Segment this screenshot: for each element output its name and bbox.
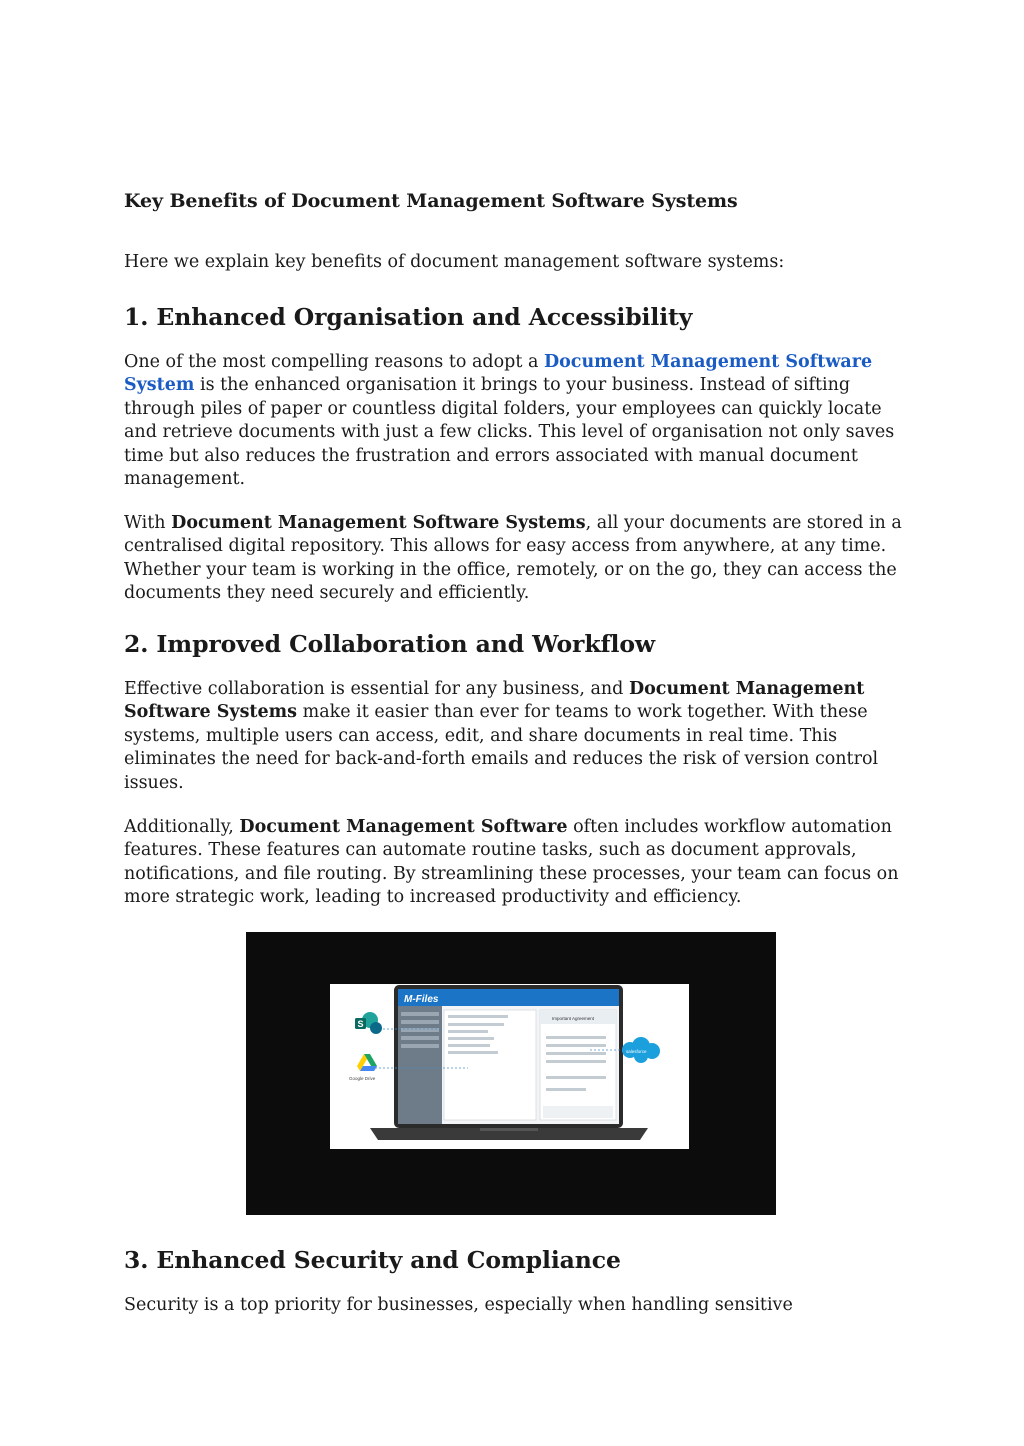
section-1-paragraph-1 bbox=[124, 351, 904, 491]
text-run: , all your documents are stored in a centralised digital repository. This allows for easy access from anywhere, at any time. Whether your team is working in the office, remotely, or on the go, they can access the documents they need securely and efficiently. bbox=[124, 513, 902, 604]
svg-text:salesforce: salesforce bbox=[626, 1049, 647, 1054]
google-drive-label: Google Drive bbox=[349, 1076, 376, 1081]
panel-title: Important Agreement bbox=[552, 1016, 595, 1021]
text-run: make it easier than ever for teams to work together. With these systems, multiple users can access, edit, and share documents in real time. This eliminates the need for back-and-forth emails and reduces the risk of version control issues. bbox=[124, 702, 879, 793]
app-name: M-Files bbox=[404, 994, 439, 1005]
section-3-heading: 3. Enhanced Security and Compliance bbox=[124, 1246, 621, 1274]
text-run: One of the most compelling reasons to adopt a bbox=[124, 352, 544, 372]
text-run: Additionally, bbox=[124, 817, 240, 837]
text-run: is the enhanced organisation it brings to your business. Instead of sifting through piles of paper or countless digital folders, your employees can quickly locate and retrieve documents with just a few clicks. This level of organisation not only saves time but also reduces the frustration and errors associated with manual document management. bbox=[124, 375, 895, 490]
svg-text:S: S bbox=[357, 1019, 364, 1029]
section-2-paragraph-2 bbox=[124, 816, 904, 910]
bold-term: Document Management Software Systems bbox=[124, 679, 865, 723]
dms-link[interactable]: Document Management Software System bbox=[124, 352, 873, 396]
text-run: With bbox=[124, 513, 172, 533]
bold-term: Document Management Software Systems bbox=[171, 513, 586, 533]
bold-term: Document Management Software bbox=[239, 817, 568, 837]
metadata-panel bbox=[540, 1010, 616, 1120]
mfiles-screenshot bbox=[330, 984, 689, 1149]
embedded-media[interactable] bbox=[246, 932, 776, 1215]
file-list bbox=[444, 1010, 536, 1120]
section-1-heading: 1. Enhanced Organisation and Accessibility bbox=[124, 303, 693, 331]
document-title: Key Benefits of Document Management Software Systems bbox=[124, 190, 738, 212]
salesforce-icon bbox=[622, 1037, 660, 1063]
text-run: often includes workflow automation features. These features can automate routine tasks, such as document approvals, notifications, and file routing. By streamlining these processes, your team can focus on more strategic work, leading to increased productivity and efficiency. bbox=[124, 817, 899, 908]
laptop-illustration bbox=[330, 984, 689, 1149]
intro-text: Here we explain key benefits of document management software systems: bbox=[124, 252, 785, 272]
section-2-heading: 2. Improved Collaboration and Workflow bbox=[124, 630, 656, 658]
section-2-paragraph-1 bbox=[124, 678, 904, 795]
section-3-paragraph-1: Security is a top priority for businesses, especially when handling sensitive bbox=[124, 1295, 793, 1315]
section-1-paragraph-2 bbox=[124, 512, 904, 606]
text-run: Effective collaboration is essential for any business, and bbox=[124, 679, 629, 699]
